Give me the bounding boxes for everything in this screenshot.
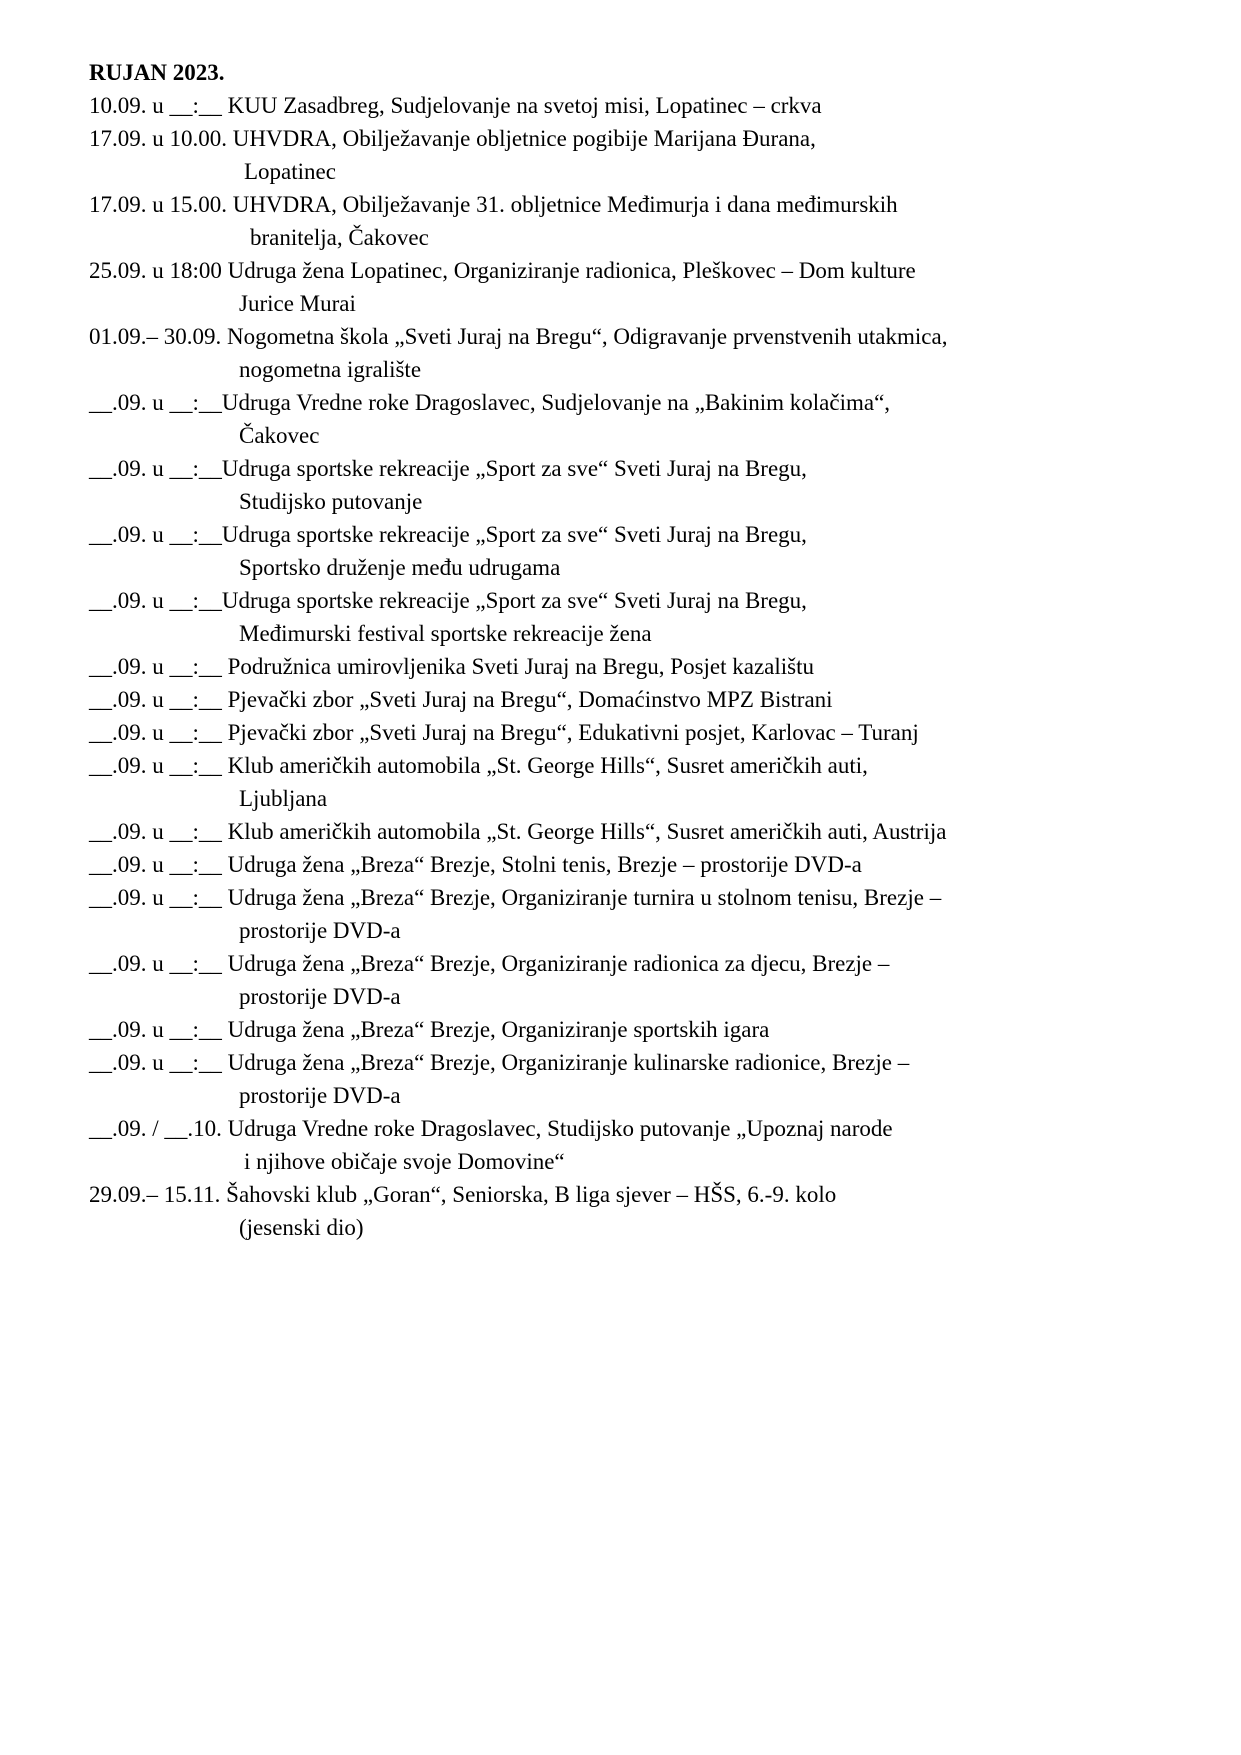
event-continuation-line: Lopatinec xyxy=(244,159,336,184)
event-line: __.09. u __:__ Udruga žena „Breza“ Brezje, Stolni tenis, Brezje – prostorije DVD-a xyxy=(89,852,862,877)
event-continuation-line: prostorije DVD-a xyxy=(239,1083,401,1108)
event-continuation-line: branitelja, Čakovec xyxy=(250,225,429,250)
event-line: __.09. u __:__ Udruga žena „Breza“ Brezje, Organiziranje sportskih igara xyxy=(89,1017,770,1042)
event-continuation-line: Jurice Murai xyxy=(239,291,356,316)
event-line: 01.09.– 30.09. Nogometna škola „Sveti Juraj na Bregu“, Odigravanje prvenstvenih utakmica, xyxy=(89,324,948,349)
event-line: __.09. u __:__Udruga sportske rekreacije „Sport za sve“ Sveti Juraj na Bregu, xyxy=(89,456,807,481)
event-line: __.09. u __:__ Podružnica umirovljenika Sveti Juraj na Bregu, Posjet kazalištu xyxy=(89,654,815,679)
event-line: __.09. u __:__ Pjevački zbor „Sveti Juraj na Bregu“, Domaćinstvo MPZ Bistrani xyxy=(89,687,833,712)
event-line: __.09. u __:__ Udruga žena „Breza“ Brezje, Organiziranje kulinarske radionice, Brezje – xyxy=(89,1050,910,1075)
event-line: __.09. u __:__Udruga sportske rekreacije „Sport za sve“ Sveti Juraj na Bregu, xyxy=(89,522,807,547)
event-line: __.09. u __:__ Klub američkih automobila „St. George Hills“, Susret američkih auti, Austrija xyxy=(89,819,947,844)
event-line: 10.09. u __:__ KUU Zasadbreg, Sudjelovanje na svetoj misi, Lopatinec – crkva xyxy=(89,93,822,118)
event-continuation-line: Sportsko druženje među udrugama xyxy=(239,555,561,580)
event-line: __.09. u __:__Udruga Vredne roke Dragoslavec, Sudjelovanje na „Bakinim kolačima“, xyxy=(89,390,891,415)
event-continuation-line: Studijsko putovanje xyxy=(239,489,423,514)
event-line: __.09. u __:__Udruga sportske rekreacije „Sport za sve“ Sveti Juraj na Bregu, xyxy=(89,588,807,613)
event-continuation-line: prostorije DVD-a xyxy=(239,918,401,943)
event-line: __.09. / __.10. Udruga Vredne roke Dragoslavec, Studijsko putovanje „Upoznaj narode xyxy=(89,1116,893,1141)
event-line: 17.09. u 15.00. UHVDRA, Obilježavanje 31. obljetnice Međimurja i dana međimurskih xyxy=(89,192,898,217)
event-continuation-line: Međimurski festival sportske rekreacije žena xyxy=(239,621,652,646)
event-line: __.09. u __:__ Udruga žena „Breza“ Brezje, Organiziranje turnira u stolnom tenisu, Brezje – xyxy=(89,885,942,910)
event-line: 29.09.– 15.11. Šahovski klub „Goran“, Seniorska, B liga sjever – HŠS, 6.-9. kolo xyxy=(89,1182,837,1207)
event-continuation-line: prostorije DVD-a xyxy=(239,984,401,1009)
event-continuation-line: (jesenski dio) xyxy=(239,1215,364,1240)
event-line: __.09. u __:__ Udruga žena „Breza“ Brezje, Organiziranje radionica za djecu, Brezje – xyxy=(89,951,890,976)
event-continuation-line: Ljubljana xyxy=(239,786,328,811)
event-line: 25.09. u 18:00 Udruga žena Lopatinec, Organiziranje radionica, Pleškovec – Dom kulture xyxy=(89,258,916,283)
month-heading: RUJAN 2023. xyxy=(89,60,225,85)
document-page xyxy=(89,56,1209,1244)
event-line: __.09. u __:__ Pjevački zbor „Sveti Juraj na Bregu“, Edukativni posjet, Karlovac – Turanj xyxy=(89,720,919,745)
event-continuation-line: nogometna igralište xyxy=(239,357,422,382)
event-continuation-line: i njihove običaje svoje Domovine“ xyxy=(244,1149,565,1174)
event-line: 17.09. u 10.00. UHVDRA, Obilježavanje obljetnice pogibije Marijana Đurana, xyxy=(89,126,816,151)
event-line: __.09. u __:__ Klub američkih automobila „St. George Hills“, Susret američkih auti, xyxy=(89,753,868,778)
event-continuation-line: Čakovec xyxy=(239,423,320,448)
